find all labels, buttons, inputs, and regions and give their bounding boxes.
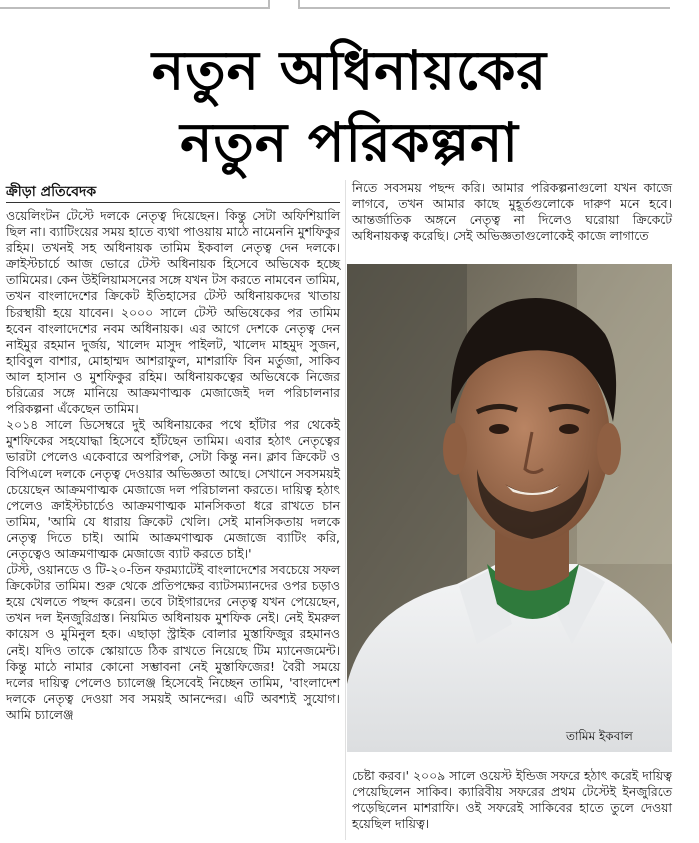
player-portrait-image xyxy=(347,264,672,752)
paragraph-3: টেস্ট, ওয়ানডে ও টি-২০-তিন ফরম্যাটেই বাংলাদেশের সবচেয়ে সফল ক্রিকেটার তামিম। শুরু থেকে প্রতিপক্ষের ব্যাটসম্যানদের ওপর চড়াও হয়ে খেলতে পছন্দ করেন। তবে টাইগারদের নেতৃত্ব যখন পেয়েছেন, তখন দল ইনজুরিগ্রস্ত। নিয়মিত অধিনায়ক মুশফিক নেই। নেই ইমরুল কায়েস ও মুমিনুল হক। এছাড়া স্ট্রাইক বোলার মুস্তাফিজুর রহমানও নেই। যদিও তাকে স্কোয়াডে ঠিক রাখতে নিয়েছে টিম ম্যানেজমেন্ট। কিন্তু মাঠে নামার কোনো সম্ভাবনা নেই মুস্তাফিজের! বৈরী সময়ে দলের দায়িত্ব পেলেও চ্যালেঞ্জ হিসেবেই নিচ্ছেন তামিম, 'বাংলাদেশ দলকে নেতৃত্ব দেওয়া সব সময়ই আনন্দের। এটি অবশ্যই সুযোগ। আমি চ্যালেঞ্জ xyxy=(6,562,340,722)
headline-line-2: নতুন পরিকল্পনা xyxy=(180,110,519,174)
paragraph-1: ওয়েলিংটন টেস্টে দলকে নেতৃত্ব দিয়েছেন। কিন্তু সেটা অফিশিয়ালি ছিল না। ব্যাটিংয়ের সময় হাতে ব্যথা পাওয়ায় মাঠে নামেননি মুশফিকুর রহিম। তখনই সহ অধিনায়ক তামিম ইকবাল নেতৃত্ব দেন দলকে। ক্রাইস্টচার্চে আজ ভোরে টেস্ট অধিনায়ক হিসেবে অভিষেক হচ্ছে তামিমের। কেন উইলিয়ামসনের সঙ্গে যখন টস করতে নামবেন তামিম, তখন বাংলাদেশের ক্রিকেট ইতিহাসের টেস্ট অধিনায়কদের খাতায় চিরস্থায়ী হয়ে যাবেন। ২০০০ সালে টেস্ট অভিষেকের পর তামিম হবেন বাংলাদেশের নবম অধিনায়ক। এর আগে দেশকে নেতৃত্ব দেন নাইমুর রহমান দুর্জয়, খালেদ মাসুদ পাইলট, খালেদ মাহমুদ সুজন, হাবিবুল বাশার, মোহাম্মদ আশরাফুল, মাশরাফি বিন মর্তুজা, সাকিব আল হাসান ও মুশফিকুর রহিম। অধিনায়কত্বের অভিষেকে নিজের চরিত্রের সঙ্গে মানিয়ে আক্রমণাত্মক মেজাজেই দল পরিচালনার পরিকল্পনা এঁকেছেন তামিম। xyxy=(6,208,340,417)
paragraph-2: ২০১৪ সালে ডিসেম্বরে দুই অধিনায়কের পথে হাঁটার পর থেকেই মুশফিকের সহযোদ্ধা হিসেবে হাঁটছেন তামিম। এবার হঠাৎ নেতৃত্বের ভারটা পেলেও একেবারে অপরিপক্ব, সেটা কিন্তু নন। ক্লাব ক্রিকেট ও বিপিএলে দলকে নেতৃত্ব দেওয়ার অভিজ্ঞতা আছে। সেখানে সবসময়ই চেয়েছেন আক্রমণাত্মক মেজাজে দল পরিচালনা করতে। দায়িত্ব হঠাৎ পেলেও ক্রাইস্টচার্চেও আক্রমণাত্মক মানসিকতা ধরে রাখতে চান তামিম, 'আমি যে ধারায় ক্রিকেট খেলি। সেই মানসিকতায় দলকে নেতৃত্ব দিতে চাই। আমি আক্রমণাত্মক মেজাজে ব্যাটিং করি, নেতৃত্বেও আক্রমণাত্মক মেজাজে ব্যাট করতে চাই।' xyxy=(6,417,340,561)
article-right-column-bottom xyxy=(352,768,672,832)
headline-line-1: নতুন অধিনায়কের xyxy=(151,38,548,102)
headline xyxy=(0,34,699,178)
player-photo xyxy=(347,264,672,752)
article-right-column-top xyxy=(352,180,672,244)
photo-caption: তামিম ইকবাল xyxy=(566,729,633,743)
article-left-column xyxy=(6,208,340,723)
byline xyxy=(6,182,340,202)
paragraph-right-bottom: চেষ্টা করব।' ২০০৯ সালে ওয়েস্ট ইন্ডিজ সফরে হঠাৎ করেই দায়িত্ব পেয়েছিলেন সাকিব। ক্যারিবীয় সফরের প্রথম টেস্টেই ইনজুরিতে পড়েছিলেন মাশরাফি। ওই সফরেই সাকিবের হাতে তুলে দেওয়া হয়েছিল দায়িত্ব। xyxy=(352,768,672,832)
paragraph-right-top: নিতে সবসময় পছন্দ করি। আমার পরিকল্পনাগুলো যখন কাজে লাগবে, তখন আমার কাছে মুহূর্তগুলোকে দারুণ মনে হবে। আন্তর্জাতিক অঙ্গনে নেতৃত্ব না দিলেও ঘরোয়া ক্রিকেটে অধিনায়কত্ব করেছি। সেই অভিজ্ঞতাগুলোকেই কাজে লাগাতে xyxy=(352,180,672,244)
top-rule xyxy=(0,0,699,12)
byline-text: ক্রীড়া প্রতিবেদক xyxy=(6,184,97,200)
column-divider xyxy=(345,180,346,840)
